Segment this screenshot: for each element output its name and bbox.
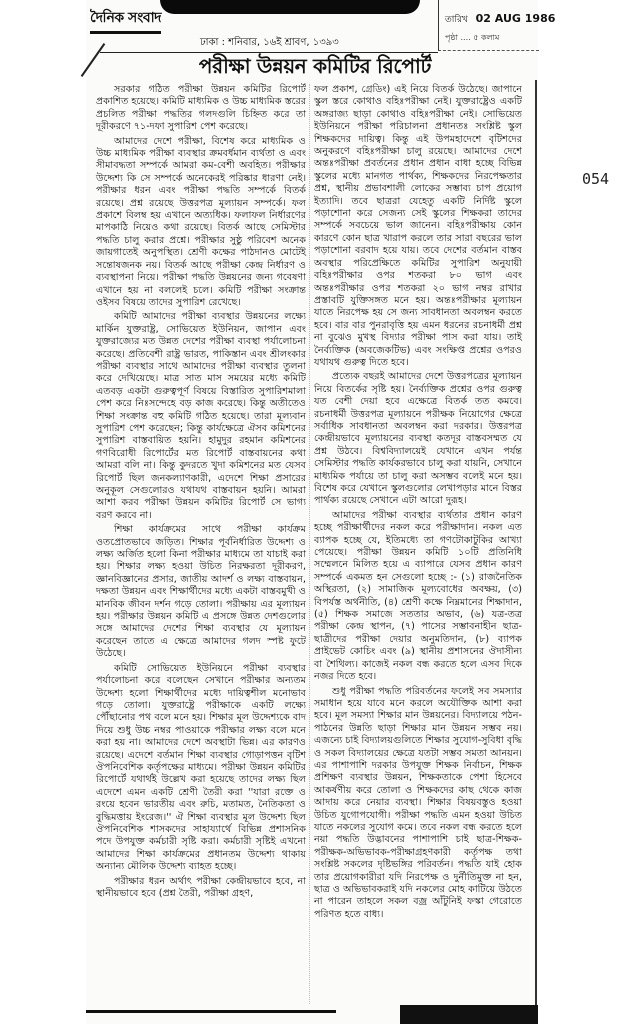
paragraph: শুধু পরীক্ষা পদ্ধতি পরিবর্তনের ফলেই সব সমস্যার সমাধান হয়ে যাবে মনে করলে অযৌক্তিক আশা করা হবে। মূল সমস্যা শিক্ষার মান উন্নয়নের। বিদ্যালয়ে পঠন-পাঠনের উন্নতি ছাড়া শিক্ষার মান উন্নয়ন সম্ভব নয়। এজন্যে চাই বিদ্যালয়গুলিতে শিক্ষার সুযোগ-সুবিধা বৃদ্ধি ও সকল বিদ্যালয়ের ক্ষেত্রে যতটা সম্ভব সমতা আনয়ন। এর পাশাপাশি দরকার উপযুক্ত শিক্ষক নির্বাচন, শিক্ষক প্রশিক্ষণ ব্যবস্থার উন্নয়ন, শিক্ষকতাকে পেশা হিসেবে আকর্ষণীয় করে তোলা ও শিক্ষকদের কাছ থেকে কাজ আদায় করে নেয়ার ব্যবস্থা। শিক্ষার বিষয়বস্তুও হওয়া উচিত যুগোপযোগী। পরীক্ষা পদ্ধতি এমন হওয়া উচিত যাতে নকলের সুযোগ কমে। তবে নকল বন্ধ করতে হলে নয়া পদ্ধতি উদ্ভাবনের পাশাপাশি চাই ছাত্র-শিক্ষক-পরীক্ষক-অভিভাবক-পরীক্ষাগ্রহণকারী কর্তৃপক্ষ তথা সংশ্লিষ্ট সকলের দৃষ্টিভঙ্গির পরিবর্তন। পদ্ধতি যাই হোক তার প্রয়োগকারীরা যদি নিরপেক্ষ ও দুর্নীতিমুক্ত না হন, ছাত্র ও অভিভাবকরাই যদি নকলের মোহ কাটিয়ে উঠতে না পারেন তাহলে সকল বজ্র আঁটুনিই ফস্কা গেরোতে পরিণত হতে বাধ্য। (314, 685, 522, 920)
paragraph: পরীক্ষার ধরন অর্থাৎ পরীক্ষা কেন্দ্রীয়ভাবে হবে, না স্থানীয়ভাবে হবে (প্রশ্ন তৈরী, পরীক্ষা গ্রহণ, (96, 875, 306, 899)
newspaper-name: দৈনিক সংবাদ (90, 6, 161, 34)
stamp-page-row: পৃষ্ঠা .... ৫ কলাম (445, 33, 500, 42)
dateline-bar (100, 30, 438, 53)
stamp-page-value: ৫ কলাম (473, 33, 500, 42)
paragraph: সরকার গঠিত পরীক্ষা উন্নয়ন কমিটির রিপোর্ট প্রকাশিত হয়েছে। কমিটি মাধ্যমিক ও উচ্চ মাধ্যমিক স্তরের প্রচলিত পরীক্ষা পদ্ধতির গলদগুলি চিহ্নিত করে তা দূরীকরণে ৭১-দফা সুপারিশ পেশ করেছে। (96, 84, 306, 133)
stamp-date-row (445, 12, 555, 27)
paragraph: ফল প্রকাশ, গ্রেডিং) এই নিয়ে বিতর্ক উঠেছে। জাপানে স্কুল স্তরে কোথাও বহিঃপরীক্ষা নেই। যুক্তরাষ্ট্রেও একটি অঙ্গরাজ্য ছাড়া কোথাও বহিঃপরীক্ষা নেই। সোভিয়েত ইউনিয়নে পরীক্ষা পরিচালনা প্রধানতঃ সংশ্লিষ্ট স্কুল শিক্ষকদের দায়িত্ব। কিন্তু এই উপমহাদেশে বৃটিশদের অনুকরণে বহিঃপরীক্ষা চালু রয়েছে। আমাদের দেশে অন্তঃপরীক্ষা প্রবর্তনের প্রধান প্রধান বাধা হচ্ছে বিভিন্ন স্কুলের মধ্যে মানগত পার্থক্য, শিক্ষকদের নিরপেক্ষতার প্রশ্ন, স্থানীয় প্রভাবশালী লোকের সম্ভাব্য চাপ প্রয়োগ ইত্যাদি। তবে ছাত্ররা যেহেতু একটি নির্দিষ্ট স্কুলে পড়াশোনা করে সেজন্য সেই স্কুলের শিক্ষকরা তাদের সম্পর্কে সবচেয়ে ভাল জানেন। বহিঃপরীক্ষায় কোন কারণে কোন ছাত্র খারাপ করলে তার সারা বছরের ভাল পড়াশোনা বরবাদ হয়ে যায়। তবে দেশের বর্তমান বাস্তব অবস্থার পরিপ্রেক্ষিতে কমিটির সুপারিশ অনুযায়ী বহিঃপরীক্ষার ওপর শতকরা ৮০ ভাগ এবং অন্তঃপরীক্ষার ওপর শতকরা ২০ ভাগ নম্বর রাখার প্রস্তাবটি যুক্তিসঙ্গত মনে হয়। অন্তঃপরীক্ষার মূল্যায়ন যাতে নিরপেক্ষ হয় সে জন্য সাবধানতা অবলম্বন করতে হবে। বার বার পুনরাবৃত্তি হয় এমন ধরনের রচনাধর্মী প্রশ্ন না বুঝেও মুখস্থ বিদ্যার পরীক্ষা পাস করা যায়। তাই নৈর্ব্যক্তিক (অবজেকটিভ) এবং সংক্ষিপ্ত প্রশ্নের ওপরও যথাযথ গুরুত্ব দিতে হবে। (314, 84, 522, 368)
stamp-date-label: তারিখ (445, 15, 468, 25)
bottom-ink-smudge (400, 1005, 538, 1024)
article-column-left (96, 84, 306, 902)
paragraph: শিক্ষা কার্যক্রমের সাথে পরীক্ষা কার্যক্রম ওতপ্রোতভাবে জড়িত। শিক্ষার পূর্বনির্ধারিত উদ্দেশ্য ও লক্ষ্য অর্জিত হলো কিনা পরীক্ষার মাধ্যমে তা যাচাই করা হয়। শিক্ষার লক্ষ্য হওয়া উচিত নিরক্ষরতা দূরীকরণ, জ্ঞানবিজ্ঞানের প্রসার, জাতীয় আদর্শ ও লক্ষ্য বাস্তবায়ন, দক্ষতা উন্নয়ন এবং শিক্ষার্থীদের মধ্যে একটা বাস্তবমুখী ও মানবিক জীবন দর্শন গড়ে তোলা। পরীক্ষায় এর মূল্যায়ন হয়। পরীক্ষার উন্নয়ন কমিটি এ প্রসঙ্গে উন্নত দেশগুলোর সঙ্গে আমাদের দেশের শিক্ষা ব্যবস্থার যে মূল্যায়ন করেছেন তাতে এ ক্ষেত্রে আমাদের গলদ স্পষ্ট ফুটে উঠেছে। (96, 524, 306, 660)
dateline-text: ঢাকা : শনিবার, ১৬ই শ্রাবণ, ১৩৯৩ (200, 37, 339, 48)
column-divider (309, 84, 310, 1004)
paragraph: কমিটি আমাদের পরীক্ষা ব্যবস্থার উন্নয়নের লক্ষ্যে মার্কিন যুক্তরাষ্ট্র, সোভিয়েত ইউনিয়ন, জাপান এবং যুক্তরাজ্যের মত উন্নত দেশের পরীক্ষা ব্যবস্থা পর্যালোচনা করেছে। প্রতিবেশী রাষ্ট্র ভারত, পাকিস্তান এবং শ্রীলংকার পরীক্ষা ব্যবস্থার সাথে আমাদের পরীক্ষা ব্যবস্থার তুলনা করে দেখিয়েছে। মাত্র সাত মাস সময়ের মধ্যে কমিটি এতবড় একটা গুরুত্বপূর্ণ বিষয়ে বিস্তারিত সুপারিশমালা পেশ করে নিঃসন্দেহে বড় কাজ করেছে। কিন্তু অতীতেও শিক্ষা সংক্রান্ত বহু কমিটি গঠিত হয়েছে। তারা মূল্যবান সুপারিশ পেশ করেছেন; কিন্তু কার্যক্ষেত্রে ঐসব কমিশনের সুপারিশ বাস্তবায়িত হয়নি। হামুদুর রহমান কমিশনের গণবিরোধী রিপোর্টের মত রিপোর্ট বাস্তবায়নের কথা আমরা বলি না। কিন্তু কুদরতে খুদা কমিশনের মত যেসব রিপোর্ট ছিল জনকল্যাণকারী, এদেশে শিক্ষা প্রসারের অনুকূল সেগুলোরও যথাযথ বাস্তবায়ন হয়নি। আমরা আশা করব পরীক্ষা উন্নয়ন কমিটির রিপোর্ট সে ভাগ্য বরণ করবে না। (96, 311, 306, 521)
paragraph: আমাদের পরীক্ষা ব্যবস্থার ব্যর্থতার প্রধান কারণ হচ্ছে পরীক্ষার্থীদের নকল করে পরীক্ষাদান। নকল এত ব্যাপক হচ্ছে যে, ইতিমধ্যে তা গণটোকাটুকির আখ্যা পেয়েছে। পরীক্ষা উন্নয়ন কমিটি ১০টি প্রতিনিধি সম্মেলনে মিলিত হয়ে এ ব্যাপারে যেসব প্রধান কারণ সম্পর্কে একমত হন সেগুলো হচ্ছে :- (১) রাজনৈতিক অস্থিরতা, (২) সামাজিক মূল্যবোধের অবক্ষয়, (৩) বিপর্যস্ত অর্থনীতি, (৪) শ্রেণী কক্ষে নিম্নমানের শিক্ষাদান, (৫) শিক্ষক সমাজে সততার অভাব, (৬) যত্র-তত্র পরীক্ষা কেন্দ্র স্থাপন, (৭) পাসের সম্ভাবনাহীন ছাত্র-ছাত্রীদের পরীক্ষা দেয়ার অনুমতিদান, (৮) ব্যাপক প্রাইভেট কোচিং এবং (৯) স্থানীয় প্রশাসনের ঔদাসীন্য বা শৈথিল্য। কাজেই নকল বন্ধ করতে হলে এসব দিকে নজর দিতে হবে। (314, 509, 522, 683)
paragraph: প্রত্যেক বছরই আমাদের দেশে উত্তরপত্রের মূল্যায়ন নিয়ে বিতর্কের সৃষ্টি হয়। নৈর্ব্যক্তিক প্রশ্নের ওপর গুরুত্ব যত বেশী দেয়া হবে এক্ষেত্রে বিতর্ক তত কমবে। রচনাধর্মী উত্তরপত্র মূল্যায়নে পরীক্ষক নিয়োগের ক্ষেত্রে সর্বাধিক সাবধানতা অবলম্বন করা দরকার। উত্তরপত্র কেন্দ্রীয়ভাবে মূল্যায়নের ব্যবস্থা কতদূর বাস্তবসম্মত যে প্রশ্ন উঠবে। বিশ্ববিদ্যালয়েই যেখানে এখন পর্যন্ত সেমিস্টার পদ্ধতি কার্যকরভাবে চালু করা যায়নি, সেখানে মাধ্যমিক পর্যায়ে তা চালু করা অসম্ভব বলেই মনে হয়। বিশেষ করে যেখানে স্কুলগুলোর লেখাপড়ার মানে বিস্তর পার্থক্য রয়েছে সেখানে এটা আরো দুরূহ। (314, 371, 522, 507)
date-stamp-box (438, 0, 556, 51)
stamp-page-label: পৃষ্ঠা (445, 33, 458, 42)
page-number: 054 (582, 170, 610, 188)
paragraph: কমিটি সোভিয়েত ইউনিয়নে পরীক্ষা ব্যবস্থার পর্যালোচনা করে বলেছেন সেখানে পরীক্ষার অন্যতম উদ্দেশ্য হলো শিক্ষার্থীদের মধ্যে দায়িত্বশীল মনোভাব গড়ে তোলা। যুক্তরাষ্ট্রে পরীক্ষাকে একটি লক্ষ্যে পৌঁছানোর পথ বলে মনে হয়। শিক্ষার মূল উদ্দেশ্যকে বাদ দিয়ে শুধু উচ্চ নম্বর পাওয়াকে পরীক্ষার লক্ষ্য বলে মনে করা হয় না। আমাদের দেশে অবস্থাটা ভিন্ন। এর কারণও রয়েছে। এদেশে বর্তমান শিক্ষা ব্যবস্থার গোড়াপত্তন বৃটিশ ঔপনিবেশিক কর্তৃপক্ষের মাধ্যমে। পরীক্ষা উন্নয়ন কমিটির রিপোর্টে যথার্থই উল্লেখ করা হয়েছে তাদের লক্ষ্য ছিল এদেশে এমন একটি শ্রেণী তৈরী করা ''যারা রক্তে ও রংয়ে হবেন ভারতীয় এবং রুচি, মতামত, নৈতিকতা ও বুদ্ধিমত্তায় ইংরেজ।'' ঐ শিক্ষা ব্যবস্থার মূল উদ্দেশ্য ছিল ঔপনিবেশিক শাসকদের সাহায্যার্থে বিভিন্ন প্রশাসনিক পদে উপযুক্ত কর্মচারী সৃষ্টি করা। কর্মচারী সৃষ্টিই এখনো আমাদের শিক্ষা কার্যক্রমের প্রধানতম উদ্দেশ্য থাকায় অন্যান্য মৌলিক উদ্দেশ্য ব্যাহত হচ্ছে। (96, 662, 306, 873)
stamp-date: 02 AUG 1986 (475, 12, 556, 25)
masthead-logo-ink (160, 0, 420, 14)
bottom-rule (86, 1010, 336, 1013)
article-column-right (314, 84, 522, 923)
clipping-edge (535, 80, 537, 1020)
paragraph: আমাদের দেশে পরীক্ষা, বিশেষ করে মাধ্যমিক ও উচ্চ মাধ্যমিক পরীক্ষা ব্যবস্থার ক্রমবর্ধমান ব্যর্থতা ও এবং সীমাবদ্ধতা সম্পর্কে আমরা কম-বেশী অবহিত। পরীক্ষার উদ্দেশ্য কি সে সম্পর্কে অনেকেরই পরিষ্কার ধারণা নেই। পরীক্ষার ধরন এবং পরীক্ষা পদ্ধতি সম্পর্কে বিতর্ক রয়েছে। প্রশ্ন রয়েছে উত্তরপত্র মূল্যায়ন সম্পর্কে। ফল প্রকাশে বিলম্ব হয় এখানে অত্যধিক। ফলাফল নির্ধারণের মাপকাঠি নিয়েও কথা রয়েছে। বিতর্ক আছে সেমিস্টার পদ্ধতি চালু করার প্রশ্নে। পরীক্ষার সুষ্ঠু পরিবেশ অনেক জায়গাতেই অনুপস্থিত। শ্রেণী কক্ষের পাঠদানও মোটেই সন্তোষজনক নয়। বিতর্ক আছে পরীক্ষা কেন্দ্র নির্ধারণ ও ব্যবস্থাপনা নিয়ে। পরীক্ষা পদ্ধতি উন্নয়নের জন্য গবেষণা এখানে হয় না বললেই চলে। কমিটি পরীক্ষা সংক্রান্ত ওইসব বিষয়ে তাদের সুপারিশ রেখেছে। (96, 135, 306, 308)
article-headline: পরীক্ষা উন্নয়ন কমিটির রিপোর্ট (198, 54, 432, 78)
